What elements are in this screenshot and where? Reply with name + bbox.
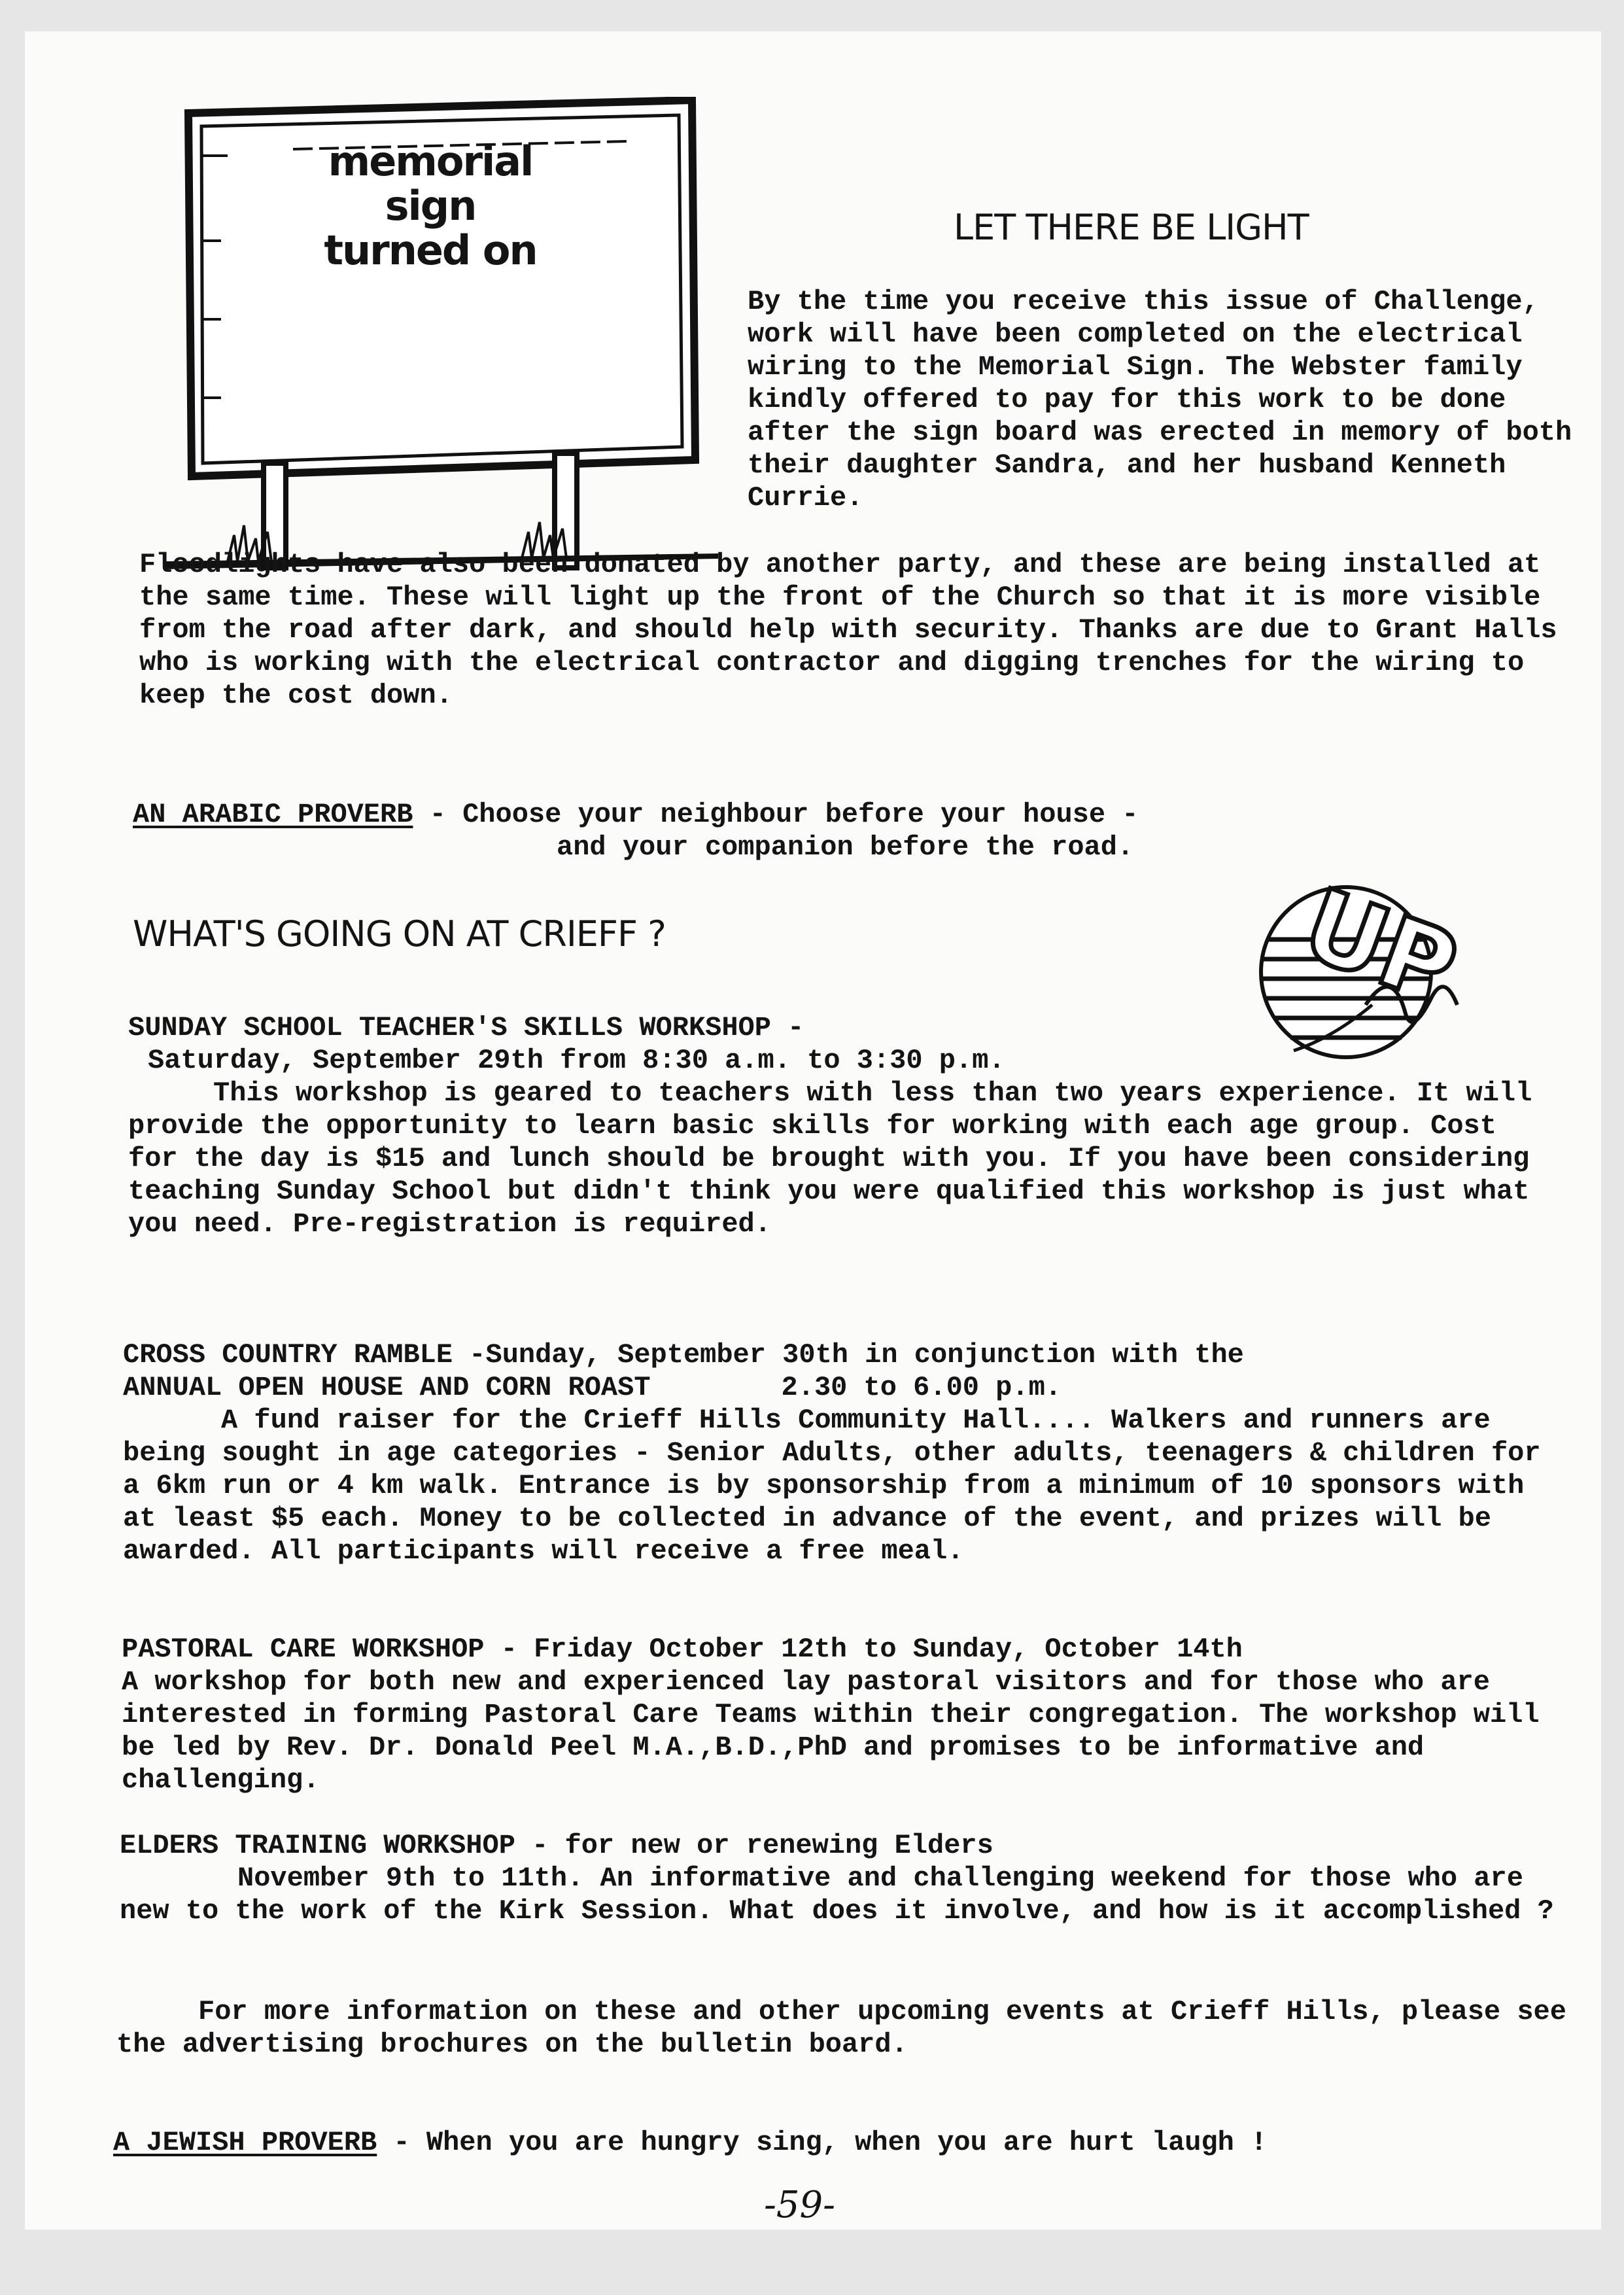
arabic-proverb [133, 798, 1572, 864]
sunday-school-date: Saturday, September 29th from 8:30 a.m. to 3:30 p.m. [148, 1045, 1005, 1076]
arabic-proverb-text-2: and your companion before the road. [557, 832, 1134, 863]
sign-text [300, 139, 561, 273]
whats-going-on-heading: WHAT'S GOING ON AT CRIEFF ? [133, 913, 666, 955]
page-number: -59- [764, 2184, 836, 2226]
jewish-proverb-label: A JEWISH PROVERB [113, 2127, 377, 2158]
jewish-proverb [113, 2126, 1585, 2159]
page [25, 31, 1601, 2230]
sunday-school-title: SUNDAY SCHOOL TEACHER'S SKILLS WORKSHOP - [128, 1012, 804, 1043]
pastoral-care-body: A workshop for both new and experienced lay pastoral visitors and for those who are interested in forming Pastoral Care Teams within their congregation. The workshop will be led by Rev. Dr. Donald Peel M.A.,B.D.,PhD and promises to be informative and challenging. [122, 1666, 1540, 1796]
sign-line-2: sign [385, 182, 476, 230]
more-information-paragraph: For more information on these and other upcoming events at Crieff Hills, please see the advertising brochures on the bulletin board. [116, 1996, 1566, 2060]
pastoral-care-title: PASTORAL CARE WORKSHOP - Friday October 12th to Sunday, October 14th [122, 1634, 1243, 1665]
cross-country-body: A fund raiser for the Crieff Hills Community Hall.... Walkers and runners are being sought in age categories - Senior Adults, other adults, teenagers & children for a 6km run or 4 km walk. Entrance is by sponsorship from a minimum of 10 sponsors with at least $5 each. Money to be collected in advance of the event, and prizes will be awarded. All participants will receive a free meal. [123, 1405, 1541, 1567]
sunday-school-section [128, 1011, 1554, 1240]
arabic-proverb-text-1: - Choose your neighbour before your house - [413, 799, 1139, 830]
arabic-proverb-label: AN ARABIC PROVERB [133, 799, 413, 830]
cross-country-title: CROSS COUNTRY RAMBLE -Sunday, September 30th in conjunction with the [123, 1339, 1244, 1371]
light-intro-paragraph: By the time you receive this issue of Challenge, work will have been completed on the electrical wiring to the Memorial Sign. The Webster family kindly offered to pay for this work to be done after the sign board was erected in memory of both their daughter Sandra, and her husband Kenneth Currie. [748, 286, 1572, 514]
sunday-school-body: This workshop is geared to teachers with less than two years experience. It will provide the opportunity to learn basic skills for working with each age group. Cost for the day is $15 and lunch should be brought with you. If you have been considering teaching Sunday School but didn't think you were qualified this workshop is just what you need. Pre-registration is required. [128, 1077, 1532, 1240]
cross-country-section [123, 1339, 1562, 1568]
sign-line-3: turned on [324, 226, 537, 274]
pastoral-care-section [122, 1633, 1561, 1796]
let-there-be-light-heading: LET THERE BE LIGHT [954, 207, 1309, 248]
svg-text:UP: UP [1289, 867, 1471, 1026]
cross-country-subtitle: ANNUAL OPEN HOUSE AND CORN ROAST 2.30 to 6.00 p.m. [123, 1372, 1062, 1403]
elders-section [120, 1829, 1559, 1927]
elders-title: ELDERS TRAINING WORKSHOP - for new or renewing Elders [120, 1830, 993, 1861]
sign-line-1: memorial [328, 137, 533, 185]
jewish-proverb-text: - When you are hungry sing, when you are hurt laugh ! [377, 2127, 1268, 2158]
elders-body: November 9th to 11th. An informative and challenging weekend for those who are new to the work of the Kirk Session. What does it involve, and how is it accomplished ? [120, 1863, 1554, 1927]
light-body-paragraph: Floodlights have also been donated by another party, and these are being installed at the same time. These will light up the front of the Church so that it is more visible from the road after dark, and should help with security. Thanks are due to Grant Halls who is working with the electrical contractor and digging trenches for the wiring to keep the cost down. [139, 549, 1557, 711]
